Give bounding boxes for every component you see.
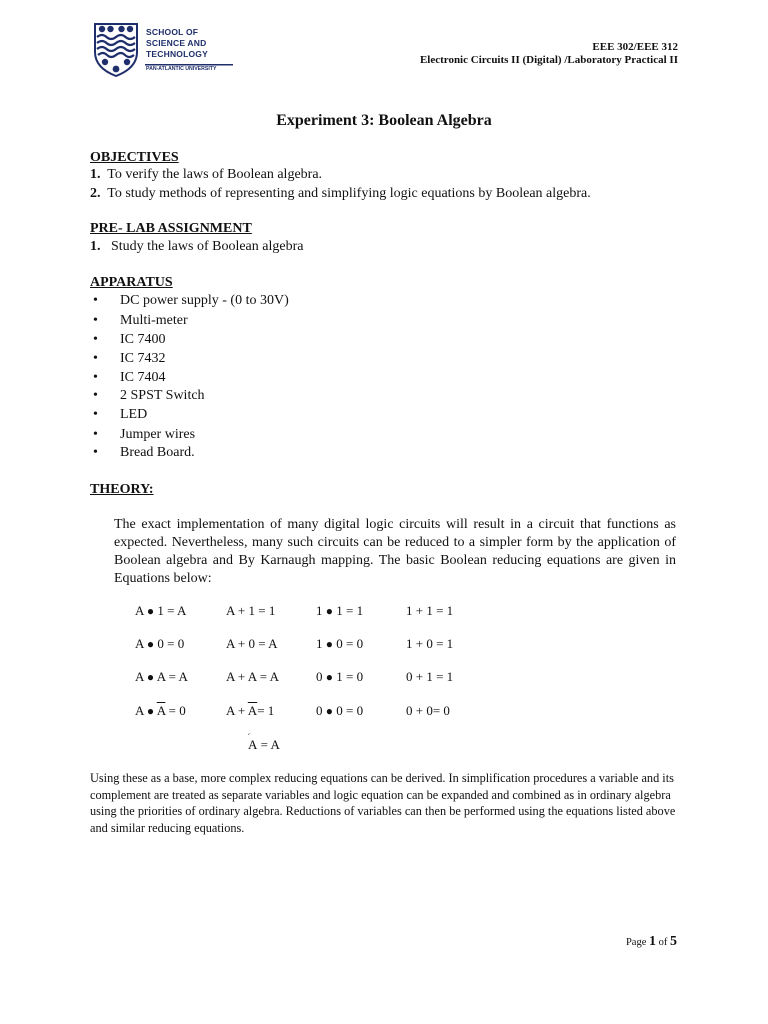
equation: A + A = A [226,669,279,684]
apparatus-item: • Multi-meter [93,313,188,328]
apparatus-item: • IC 7400 [93,332,166,347]
equation: A + 0 = A [226,636,278,651]
objective-item-1: 1. To verify the laws of Boolean algebra. [90,167,323,182]
objective-item-2: 2. To study methods of representing and simplifying logic equations by Boolean algebra. [90,186,591,201]
theory-paragraph: The exact implementation of many digital logic circuits will result in a circuit that functions as expected. Nevertheless, many such circuits can be reduced to a simpler form by the application of Boolean algebra and By Karnaugh mapping. The basic Boolean reducing equations are given in Equations below: [114,517,676,586]
prelab-item-1: 1. Study the laws of Boolean algebra [90,239,304,254]
apparatus-item: • 2 SPST Switch [93,388,205,403]
equation: A ● A = A [135,669,188,684]
course-code: EEE 302/EEE 312 [592,41,678,53]
equation: 1 + 0 = 1 [406,636,454,651]
equation-double-negation: A = A [248,737,280,752]
apparatus-heading: APPARATUS [90,275,173,290]
equation-complement-and: A ● $\overline{A} = 0$ [135,703,186,718]
course-title: Electronic Circuits II (Digital) /Laboratory Practical II [419,54,678,66]
equation: A ● 0 = 0 [135,636,185,651]
logo-text-line-1: SCHOOL OF [146,27,199,37]
equation: 0 ● 0 = 0 [316,703,364,718]
apparatus-item: • Bread Board. [93,445,195,460]
equation: 1 + 1 = 1 [406,603,454,618]
logo-university-name: PAN-ATLANTIC UNIVERSITY [146,66,217,72]
theory-closing-paragraph: Using these as a base, more complex reducing equations can be derived. In simplification procedures a variable and its complement are treated as separate variables and logic equation can be expanded and combined as in ordinary algebra using the priorities of ordinary algebra. Reductions of variables can then be performed using the equations listed above and similar reducing equations. [90,771,676,835]
logo-text-line-2: SCIENCE AND [146,38,207,48]
prelab-heading: PRE- LAB ASSIGNMENT [90,221,252,236]
equation: A + 1 = 1 [226,603,276,618]
apparatus-item: • DC power supply - (0 to 30V) [93,293,289,308]
objectives-heading: OBJECTIVES [90,150,179,165]
equation: 0 + 0= 0 [406,703,450,718]
equation-complement-or: $A + \overline{A}= 1$ [226,703,275,718]
equation: 1 ● 1 = 1 [316,603,364,618]
apparatus-item: • Jumper wires [93,427,196,442]
logo-text-line-3: TECHNOLOGY [146,49,208,59]
page-number: Page 1 of 5 [625,934,677,949]
apparatus-item: • IC 7404 [93,370,166,385]
equation: 0 + 1 = 1 [406,669,454,684]
page-title: Experiment 3: Boolean Algebra [276,112,492,129]
equation: A ● 1 = A [135,603,187,618]
equation: 1 ● 0 = 0 [316,636,364,651]
equation: 0 ● 1 = 0 [316,669,364,684]
theory-heading: THEORY: [90,482,154,497]
apparatus-item: • LED [93,407,148,422]
apparatus-item: • IC 7432 [93,351,166,366]
